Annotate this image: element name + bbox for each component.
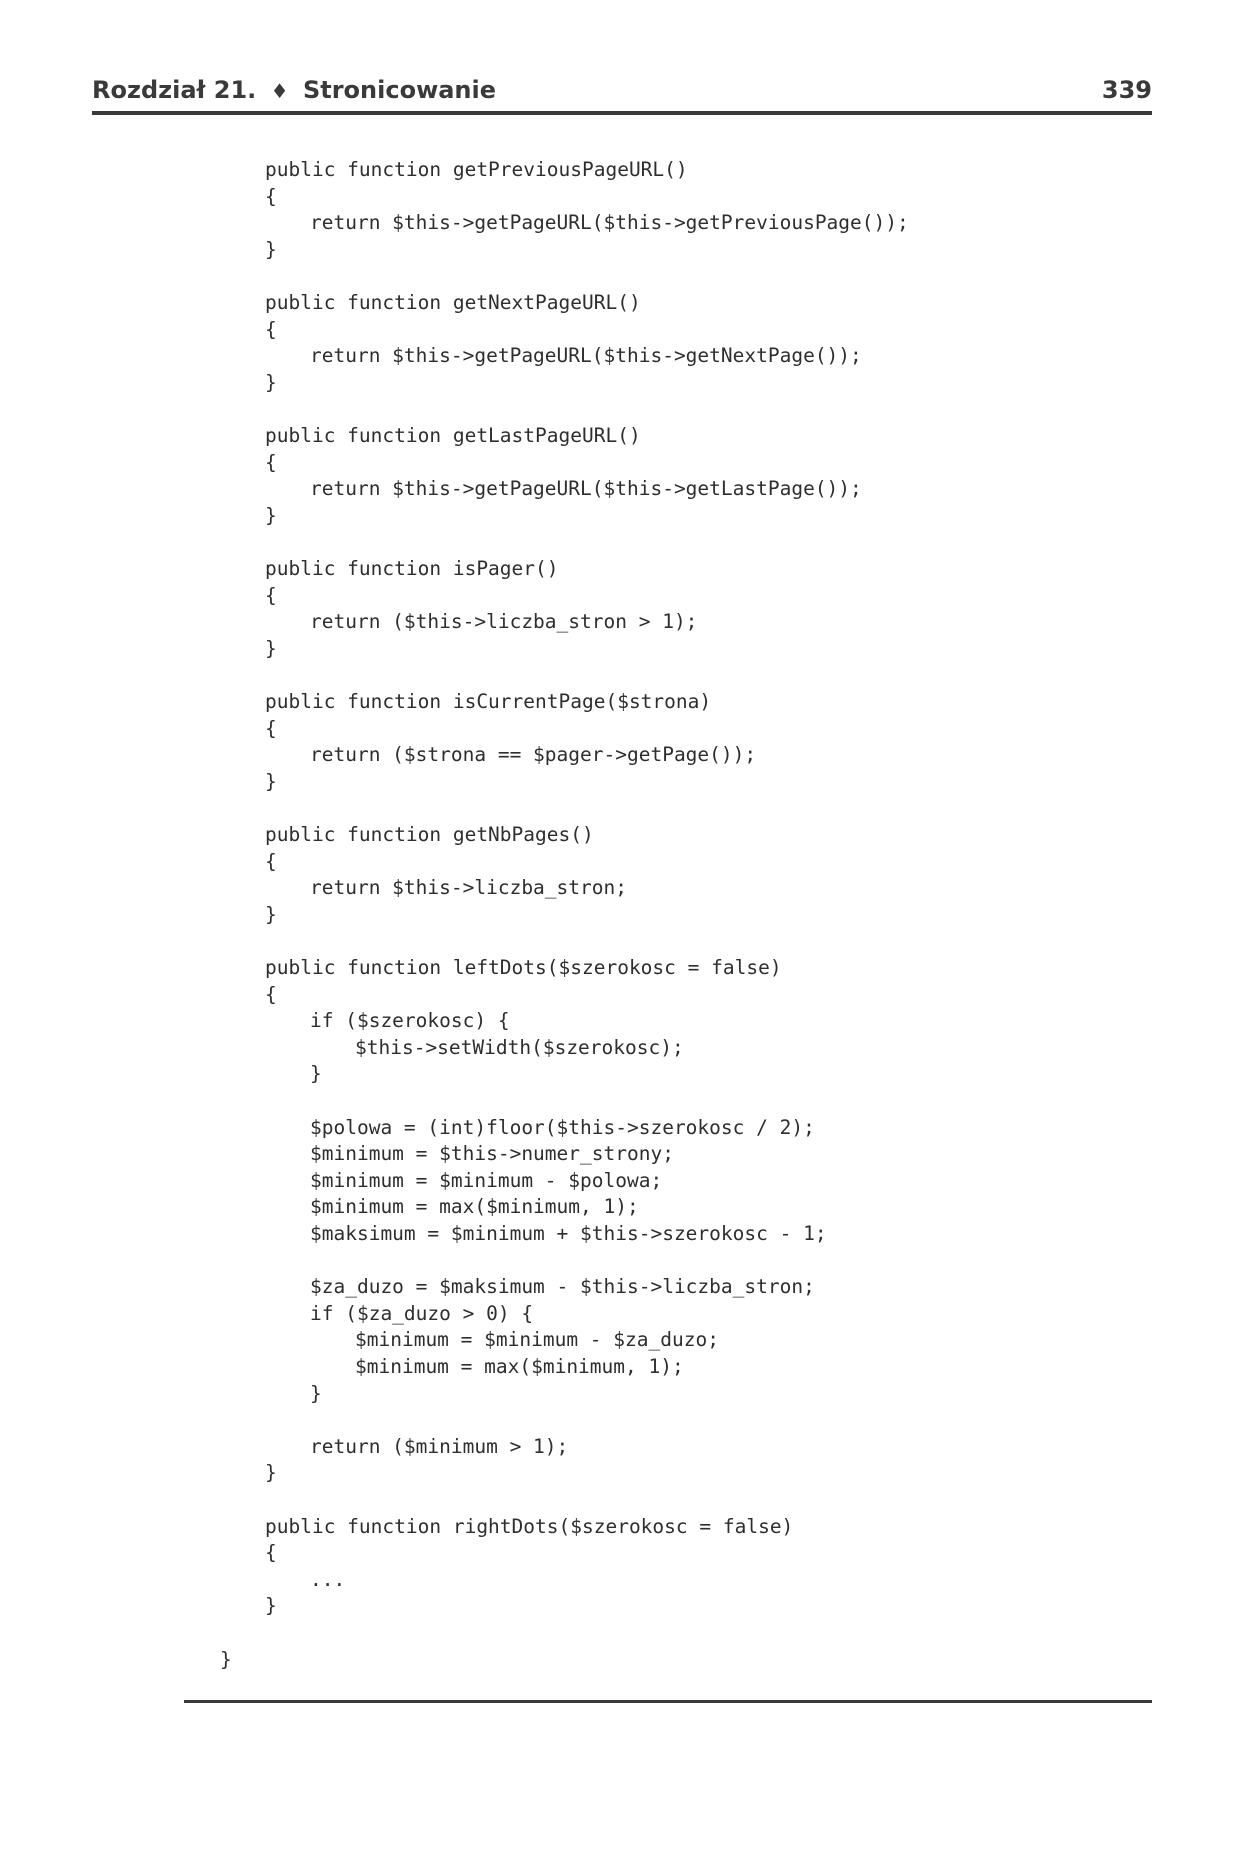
code-line: }: [265, 370, 277, 394]
code-line: }: [265, 237, 277, 261]
code-line: $maksimum = $minimum + $this->szerokosc - 1;: [310, 1222, 827, 1245]
footer-rule: [184, 1700, 1152, 1703]
code-line: $this->setWidth($szerokosc);: [355, 1035, 684, 1059]
code-line: }: [265, 769, 277, 793]
code-line: public function getPreviousPageURL(): [265, 158, 688, 181]
code-line: if ($szerokosc) {: [310, 1009, 510, 1033]
code-line: public function leftDots($szerokosc = false): [265, 956, 782, 979]
code-line: }: [265, 636, 277, 660]
code-line: $polowa = (int)floor($this->szerokosc / 2);: [310, 1115, 815, 1139]
code-line: return ($minimum > 1);: [310, 1434, 569, 1458]
code-line: {: [265, 450, 277, 474]
chapter-title: Stronicowanie: [302, 76, 497, 104]
code-line: {: [265, 1541, 277, 1565]
code-line: {: [265, 982, 277, 1006]
code-line: {: [265, 716, 277, 740]
code-line: public function rightDots($szerokosc = false): [265, 1514, 794, 1538]
code-line: public function isCurrentPage($strona): [265, 690, 712, 713]
code-line: }: [265, 503, 277, 527]
code-line: $minimum = $minimum - $za_duzo;: [355, 1328, 719, 1352]
code-line: return $this->getPageURL($this->getNextPage());: [310, 344, 862, 368]
code-line: }: [310, 1381, 322, 1405]
code-line: {: [265, 184, 277, 208]
code-line: public function getNbPages(): [265, 823, 594, 846]
code-line: }: [310, 1062, 322, 1086]
code-line: public function isPager(): [265, 557, 559, 580]
code-line: if ($za_duzo > 0) {: [310, 1301, 534, 1325]
code-line: return ($this->liczba_stron > 1);: [310, 610, 698, 634]
running-head: [92, 76, 496, 104]
code-line: $minimum = max($minimum, 1);: [355, 1355, 684, 1378]
code-line: return $this->liczba_stron;: [310, 876, 627, 900]
code-line: }: [265, 1461, 277, 1485]
code-line: ...: [310, 1567, 346, 1591]
code-line: {: [265, 849, 277, 873]
code-line: public function getLastPageURL(): [265, 424, 641, 447]
code-line: $minimum = $this->numer_strony;: [310, 1142, 674, 1166]
code-line: return ($strona == $pager->getPage());: [310, 743, 757, 767]
code-line: return $this->getPageURL($this->getPreviousPage());: [310, 211, 909, 235]
code-line: public function getNextPageURL(): [265, 291, 641, 314]
code-line: $minimum = $minimum - $polowa;: [310, 1168, 663, 1192]
page-number: 339: [1101, 76, 1152, 104]
code-line: return $this->getPageURL($this->getLastPage());: [310, 477, 862, 501]
code-line: $minimum = max($minimum, 1);: [310, 1195, 639, 1219]
diamond-icon: ♦: [270, 79, 289, 103]
code-line: $za_duzo = $maksimum - $this->liczba_stron;: [310, 1275, 815, 1299]
code-line: {: [265, 583, 277, 607]
code-line: {: [265, 317, 277, 341]
header-rule: [92, 111, 1152, 115]
code-line: }: [265, 1594, 277, 1618]
code-line: }: [220, 1647, 232, 1671]
chapter-number: Rozdział 21.: [92, 76, 257, 104]
page-header: [92, 72, 1152, 112]
code-line: }: [265, 902, 277, 926]
